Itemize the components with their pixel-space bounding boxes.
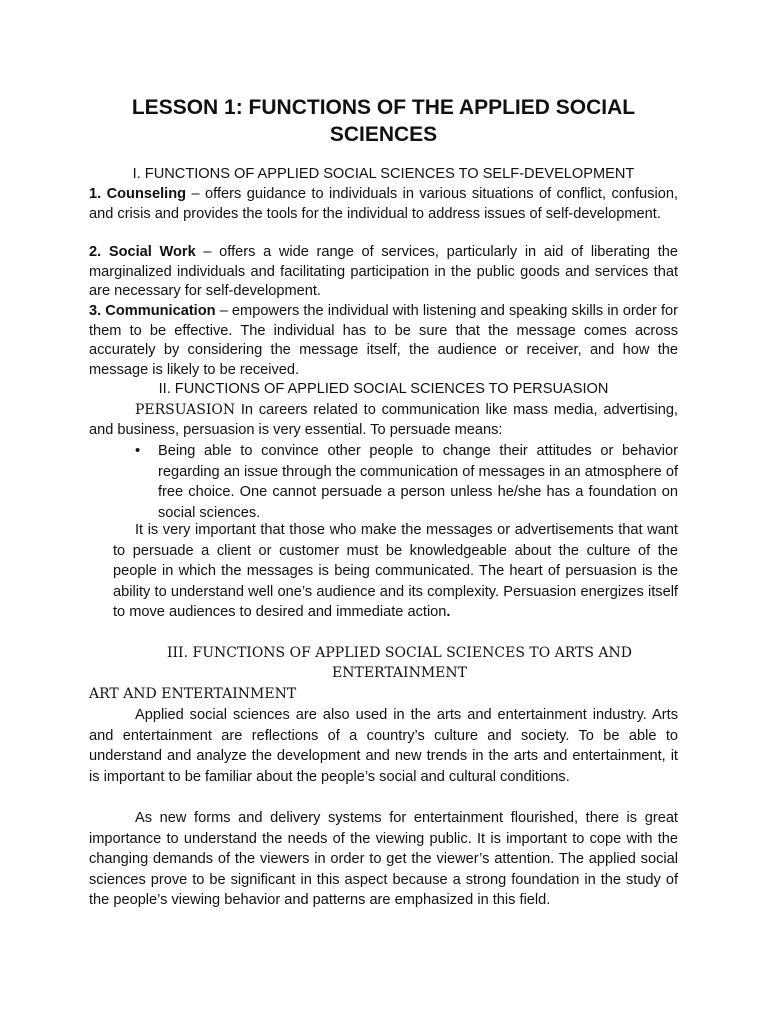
section-heading-persuasion: II. FUNCTIONS OF APPLIED SOCIAL SCIENCES TO PERSUASION (158, 381, 609, 397)
section-heading-self-development: I. FUNCTIONS OF APPLIED SOCIAL SCIENCES TO SELF-DEVELOPMENT (132, 166, 635, 182)
term-social-work: 2. Social Work (89, 244, 196, 260)
text-communication: – empowers the individual with listening and speaking skills in order for them to be effective. The individual has to be sure that the message comes across accurately by considering the message itself, the audience or receiver, and how the message is likely to be received. (89, 303, 678, 378)
list-item (133, 441, 678, 523)
persuasion-paragraph (113, 520, 678, 623)
persuasion-label: PERSUASION (135, 402, 236, 418)
item-communication (89, 302, 678, 380)
persuasion-intro (89, 400, 678, 440)
persuasion-bullet-list (133, 441, 678, 523)
bullet-icon: • (135, 443, 141, 459)
text-social-work: – offers a wide range of services, particularly in aid of liberating the marginalized individuals and facilitating participation in the public goods and services that are necessary for self-development. (89, 244, 678, 299)
arts-paragraph-2: As new forms and delivery systems for entertainment flourished, there is great importance to understand the needs of the viewing public. It is important to cope with the changing demands of the viewers in order to get the viewer’s attention. The applied social sciences prove to be significant in this aspect because a strong foundation in the study of the people’s viewing behavior and patterns are emphasized in this field. (89, 810, 678, 908)
text-counseling: – offers guidance to individuals in various situations of conflict, confusion, and crisis and provides the tools for the individual to address issues of self-development. (89, 186, 678, 222)
bullet-text: Being able to convince other people to change their attitudes or behavior regarding an issue through the communication of messages in an atmosphere of free choice. One cannot persuade a person unless he/she has a foundation on social sciences. (158, 443, 679, 521)
item-counseling (89, 185, 678, 224)
persuasion-intro-text: In careers related to communication like mass media, advertising, and business, persuasion is very essential. To persuade means: (89, 402, 678, 438)
term-counseling: 1. Counseling (89, 186, 187, 202)
arts-paragraph-1: Applied social sciences are also used in the arts and entertainment industry. Arts and entertainment are reflections of a country’s culture and society. To be able to understand and analyze the development and new trends in the arts and entertainment, it is important to be familiar about the people’s social and cultural conditions. (89, 707, 678, 785)
persuasion-paragraph-end: . (446, 604, 451, 620)
term-communication: 3. Communication (89, 303, 216, 319)
persuasion-paragraph-text: It is very important that those who make the messages or advertisements that want to persuade a client or customer must be knowledgeable about the culture of the people in which the messages is being communicated. The heart of persuasion is the ability to understand well one’s audience and its complexity. Persuasion energizes itself to move audiences to desired and immediate action (113, 522, 678, 620)
page-title: LESSON 1: FUNCTIONS OF THE APPLIED SOCIAL SCIENCES (131, 96, 636, 146)
item-social-work (89, 243, 678, 302)
section-heading-arts: III. FUNCTIONS OF APPLIED SOCIAL SCIENCES TO ARTS AND ENTERTAINMENT (167, 645, 632, 681)
arts-label: ART AND ENTERTAINMENT (89, 686, 297, 702)
